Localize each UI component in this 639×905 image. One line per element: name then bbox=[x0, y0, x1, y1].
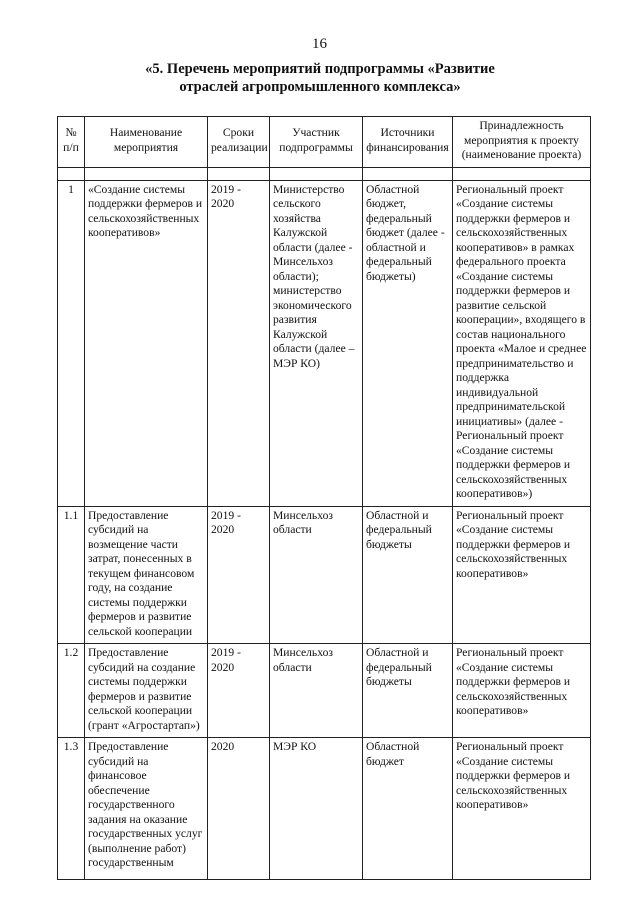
cell-source: Областной и федеральный бюджеты bbox=[363, 644, 453, 738]
cell-participant: Минсельхоз области bbox=[270, 506, 363, 644]
header-participant: Участник подпрограммы bbox=[270, 117, 363, 168]
header-num: № п/п bbox=[58, 117, 85, 168]
header-source: Источники финансирования bbox=[363, 117, 453, 168]
cell-num: 1 bbox=[58, 180, 85, 506]
table-header-row bbox=[58, 117, 591, 168]
cell-source: Областной бюджет, федеральный бюджет (далее - областной и федеральный бюджеты) bbox=[363, 180, 453, 506]
header-name: Наименование мероприятия bbox=[85, 117, 208, 168]
cell-name: Предоставление субсидий на финансовое обеспечение государственного задания на оказание государственных услуг (выполнение работ) государственным bbox=[85, 738, 208, 880]
cell-period: 2020 bbox=[208, 738, 270, 880]
cell-source: Областной бюджет bbox=[363, 738, 453, 880]
header-project: Принадлежность мероприятия к проекту (наименование проекта) bbox=[453, 117, 591, 168]
cell-project: Региональный проект «Создание системы поддержки фермеров и сельскохозяйственных кооперативов» bbox=[453, 644, 591, 738]
cell-period: 2019 - 2020 bbox=[208, 506, 270, 644]
cell-name: Предоставление субсидий на возмещение части затрат, понесенных в текущем финансовом году, на создание системы поддержки фермеров и развитие сельской кооперации bbox=[85, 506, 208, 644]
cell-period: 2019 - 2020 bbox=[208, 180, 270, 506]
table-row bbox=[58, 738, 591, 880]
cell-participant: Министерство сельского хозяйства Калужской области (далее - Минсельхоз области); министерство экономического развития Калужской области (далее – МЭР КО) bbox=[270, 180, 363, 506]
table-row bbox=[58, 180, 591, 506]
table-row bbox=[58, 644, 591, 738]
cell-period: 2019 - 2020 bbox=[208, 644, 270, 738]
title-line-1: «5. Перечень мероприятий подпрограммы «Развитие bbox=[145, 61, 495, 77]
cell-num: 1.1 bbox=[58, 506, 85, 644]
cell-project: Региональный проект «Создание системы поддержки фермеров и сельскохозяйственных кооперативов» bbox=[453, 506, 591, 644]
cell-participant: Минсельхоз области bbox=[270, 644, 363, 738]
cell-source: Областной и федеральный бюджеты bbox=[363, 506, 453, 644]
cell-name: Предоставление субсидий на создание системы поддержки фермеров и развитие сельской кооперации (грант «Агростартап») bbox=[85, 644, 208, 738]
table-row bbox=[58, 506, 591, 644]
table-spacer-row bbox=[58, 167, 591, 180]
cell-project: Региональный проект «Создание системы поддержки фермеров и сельскохозяйственных кооперативов» bbox=[453, 738, 591, 880]
cell-participant: МЭР КО bbox=[270, 738, 363, 880]
cell-num: 1.3 bbox=[58, 738, 85, 880]
page-title bbox=[80, 60, 560, 96]
page-number: 16 bbox=[312, 36, 327, 52]
measures-table bbox=[57, 116, 591, 880]
cell-name: «Создание системы поддержки фермеров и сельскохозяйственных кооперативов» bbox=[85, 180, 208, 506]
title-line-2: отраслей агропромышленного комплекса» bbox=[179, 79, 461, 95]
cell-num: 1.2 bbox=[58, 644, 85, 738]
header-period: Сроки реализации bbox=[208, 117, 270, 168]
cell-project: Региональный проект «Создание системы поддержки фермеров и сельскохозяйственных кооперативов» в рамках федерального проекта «Создание системы поддержки фермеров и развитие сельской кооперации», входящего в состав национального проекта «Малое и среднее предпринимательство и поддержка индивидуальной предпринимательской инициативы» (далее - Региональный проект «Создание системы поддержки фермеров и сельскохозяйственных кооперативов») bbox=[453, 180, 591, 506]
